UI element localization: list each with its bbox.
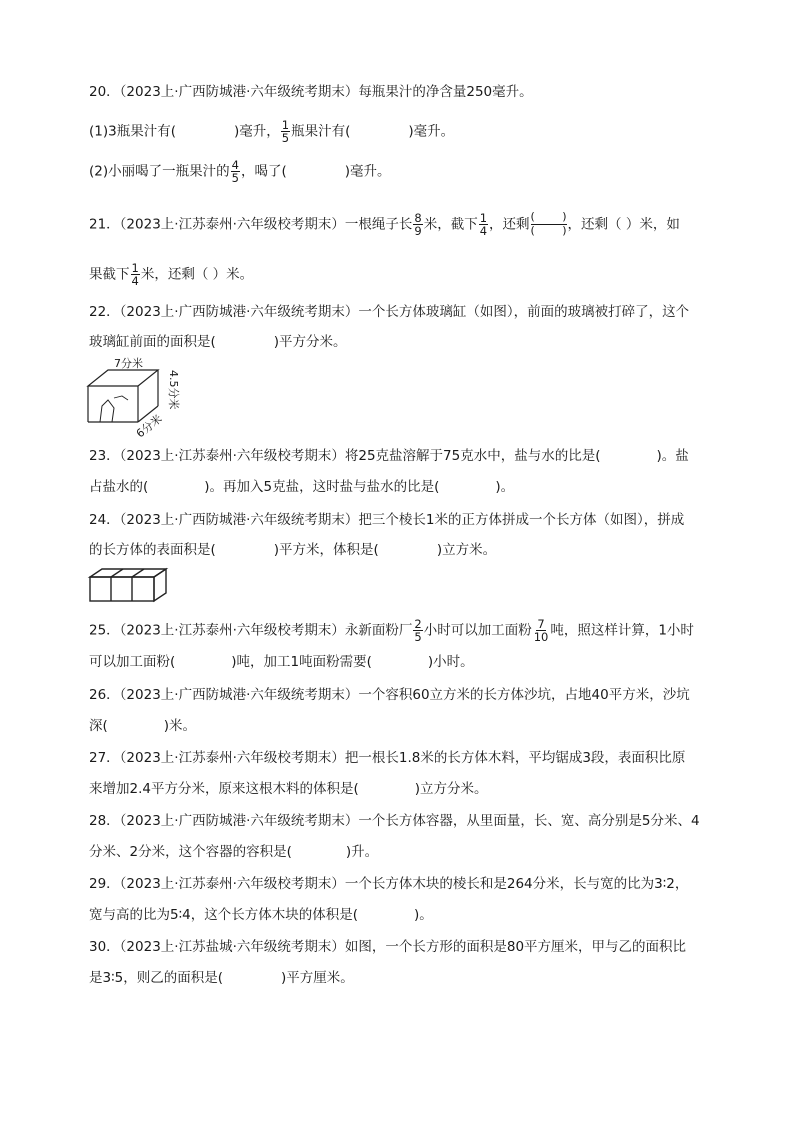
text: )。盐	[656, 448, 689, 464]
glass-tank-figure	[84, 356, 194, 440]
q23-line2	[89, 477, 514, 497]
q27-line1: 27．（2023上·江苏泰州·六年级校考期末）把一根长1.8米的长方体木料，平均锯成3段，表面积比原	[89, 750, 686, 766]
fraction-denominator: 9	[414, 224, 422, 238]
fraction	[281, 119, 290, 144]
fraction-numerator: 2	[414, 617, 422, 631]
text: 分米、2分米，这个容器的容积是(	[89, 844, 292, 860]
text: 是3∶5，则乙的面积是(	[89, 970, 223, 986]
text: ，还剩（ ）米，如	[567, 216, 680, 233]
fraction	[413, 212, 422, 237]
answer-numerator-blank[interactable]	[531, 211, 567, 225]
text: )米。	[163, 718, 197, 734]
answer-fraction-blank[interactable]	[531, 211, 567, 238]
text: 23．（2023上·江苏泰州·六年级校考期末）将25克盐溶解于75克水中，盐与水的比是(	[89, 448, 601, 464]
q20-part2	[89, 159, 391, 184]
fraction	[231, 159, 240, 184]
text: 25．（2023上·江苏泰州·六年级校考期末）永新面粉厂	[89, 622, 413, 639]
q28-line1: 28．（2023上·广西防城港·六年级统考期末）一个长方体容器，从里面量，长、宽、高分别是5分米、4	[89, 813, 700, 829]
fraction-denominator: 10	[533, 630, 549, 644]
width-label: 6分米	[133, 412, 165, 440]
text: 小时可以加工面粉	[423, 622, 532, 639]
text: )。	[413, 907, 433, 923]
q21-line1	[89, 211, 680, 238]
q29-line2	[89, 905, 433, 925]
q30-line2	[89, 968, 354, 988]
fraction-numerator: 7	[537, 617, 545, 631]
text: 果截下	[89, 266, 130, 283]
fraction-denominator: 5	[281, 131, 290, 145]
text: 21．（2023上·江苏泰州·六年级校考期末）一根绳子长	[89, 216, 413, 233]
text: 米，还剩（ ）米。	[140, 266, 254, 283]
q22-line1: 22．（2023上·广西防城港·六年级统考期末）一个长方体玻璃缸（如图），前面的玻璃被打碎了，这个	[89, 304, 690, 320]
text: )。	[495, 479, 515, 495]
three-cubes-figure	[86, 565, 170, 605]
q23-line1	[89, 446, 689, 466]
text: )吨，加工1吨面粉需要(	[231, 654, 372, 670]
answer-denominator-blank[interactable]	[531, 225, 567, 238]
text: )平方分米。	[273, 334, 347, 350]
height-label: 4.5分米	[167, 370, 180, 410]
q24-line1: 24．（2023上·广西防城港·六年级统考期末）把三个棱长1米的正方体拼成一个长方体（如图），拼成	[89, 512, 685, 528]
q28-line2	[89, 842, 378, 862]
text: )。再加入5克盐，这时盐与盐水的比是(	[204, 479, 440, 495]
text: )毫升，	[233, 123, 280, 140]
text: (1)3瓶果汁有(	[89, 123, 176, 140]
fraction-denominator: 5	[231, 171, 239, 185]
text: 宽与高的比为5∶4，这个长方体木块的体积是(	[89, 907, 358, 923]
text: )小时。	[427, 654, 474, 670]
text: 可以加工面粉(	[89, 654, 176, 670]
text: 占盐水的(	[89, 479, 149, 495]
fraction-denominator: 5	[414, 630, 422, 644]
q30-line1: 30．（2023上·江苏盐城·六年级统考期末）如图，一个长方形的面积是80平方厘米，甲与乙的面积比	[89, 939, 687, 955]
text: 深(	[89, 718, 108, 734]
text: 来增加2.4平方分米，原来这根木料的体积是(	[89, 781, 359, 797]
text: )毫升。	[344, 163, 391, 180]
q29-line1: 29．（2023上·江苏泰州·六年级校考期末）一个长方体木块的棱长和是264分米，长与宽的比为3∶2，	[89, 876, 689, 892]
text: )平方厘米。	[280, 970, 354, 986]
fraction	[479, 212, 488, 237]
text: 瓶果汁有(	[291, 123, 351, 140]
text: (2)小丽喝了一瓶果汁的	[89, 163, 230, 180]
fraction-numerator: 8	[414, 211, 422, 225]
fraction-denominator: 4	[479, 224, 488, 238]
q26-line1: 26．（2023上·广西防城港·六年级统考期末）一个容积60立方米的长方体沙坑，占地40平方米，沙坑	[89, 687, 690, 703]
fraction-numerator: 1	[281, 118, 290, 132]
q26-line2	[89, 716, 196, 736]
text: ，还剩	[489, 216, 530, 233]
q22-line2	[89, 332, 347, 352]
q25-line1	[89, 618, 694, 643]
text: 米，截下	[423, 216, 478, 233]
q20-stem: 20．（2023上·广西防城港·六年级统考期末）每瓶果汁的净含量250毫升。	[89, 84, 533, 100]
fraction-numerator: 1	[479, 211, 488, 225]
text: )毫升。	[408, 123, 455, 140]
fraction-numerator: 1	[131, 261, 139, 275]
q27-line2	[89, 779, 488, 799]
text: 玻璃缸前面的面积是(	[89, 334, 216, 350]
fraction	[413, 618, 422, 643]
q25-line2	[89, 652, 474, 672]
fraction-numerator: 4	[231, 158, 239, 172]
text: )升。	[345, 844, 379, 860]
text: )平方米，体积是(	[273, 542, 379, 558]
fraction	[533, 618, 550, 643]
fraction	[131, 262, 140, 287]
q20-part1	[89, 119, 454, 144]
text: )立方分米。	[414, 781, 488, 797]
fraction-denominator: 4	[131, 274, 139, 288]
text: ，喝了(	[240, 163, 287, 180]
q21-line2	[89, 262, 253, 287]
text: 吨，照这样计算，1小时	[550, 622, 694, 639]
text: 的长方体的表面积是(	[89, 542, 216, 558]
text: )立方米。	[436, 542, 497, 558]
length-label: 7分米	[114, 357, 143, 370]
q24-line2	[89, 540, 496, 560]
